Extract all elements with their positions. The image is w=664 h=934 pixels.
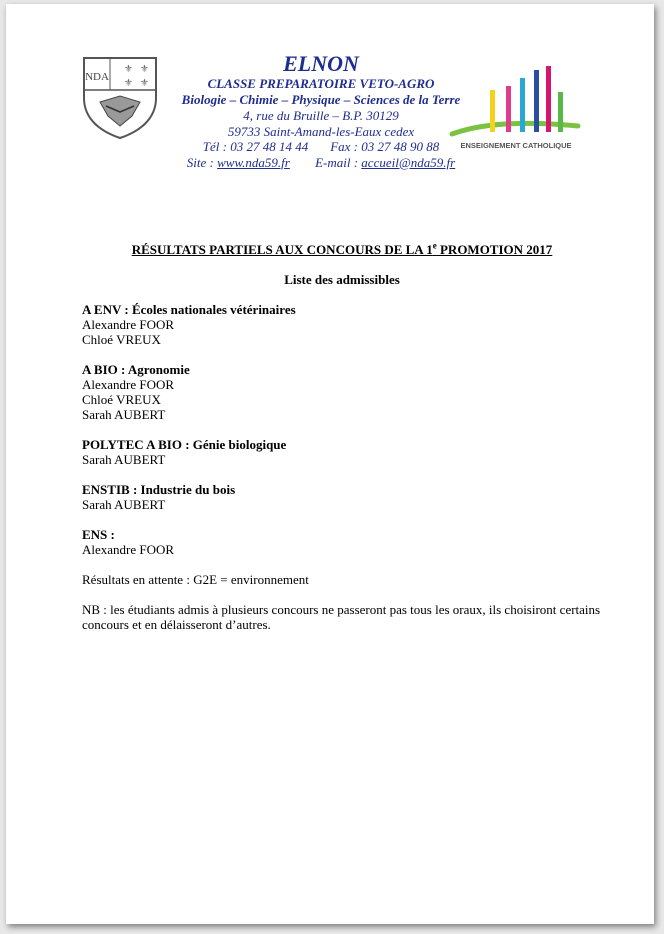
site-label: Site :: [186, 154, 214, 170]
svg-text:⚜: ⚜: [124, 64, 133, 75]
section-a-bio: [82, 362, 602, 422]
shield-monogram: NDA: [85, 71, 109, 83]
catholic-logo-text: ENSEIGNEMENT CATHOLIQUE: [460, 141, 572, 150]
section-heading: ENS :: [82, 527, 115, 542]
document-subtitle: Liste des admissibles: [284, 272, 400, 287]
phone-line: [156, 139, 486, 155]
section-a-env: [82, 302, 602, 347]
svg-text:⚜: ⚜: [124, 78, 133, 89]
section-enstib: [82, 482, 602, 512]
admitted-name: Sarah AUBERT: [82, 497, 166, 512]
document-page: [6, 4, 654, 924]
section-heading: A BIO : Agronomie: [82, 362, 190, 377]
school-title: ELNON: [283, 51, 359, 76]
admitted-name: Alexandre FOOR: [82, 317, 175, 332]
admitted-name: Alexandre FOOR: [82, 542, 175, 557]
section-heading: A ENV : Écoles nationales vétérinaires: [82, 302, 296, 317]
nb-note: NB : les étudiants admis à plusieurs concours ne passeront pas tous les oraux, ils choisiront certains concours et en délaisseront d’autres.: [82, 602, 601, 632]
admitted-name: Sarah AUBERT: [82, 452, 166, 467]
admitted-name: Alexandre FOOR: [82, 377, 175, 392]
admitted-name: Chloé VREUX: [82, 392, 161, 407]
document-body: [82, 242, 602, 647]
document-title: RÉSULTATS PARTIELS AUX CONCOURS DE LA 1e PROMOTION 2017: [131, 240, 553, 257]
fax-number: Fax : 03 27 48 90 88: [330, 139, 440, 154]
svg-text:⚜: ⚜: [140, 64, 149, 75]
email-label: E-mail :: [315, 154, 359, 170]
section-heading: POLYTEC A BIO : Génie biologique: [82, 437, 287, 452]
section-heading: ENSTIB : Industrie du bois: [82, 482, 236, 497]
school-disciplines: Biologie – Chimie – Physique – Sciences de la Terre: [181, 92, 461, 107]
web-line: [156, 155, 486, 171]
pending-results: Résultats en attente : G2E = environnement: [82, 572, 309, 587]
section-ens: [82, 527, 602, 557]
admitted-name: Sarah AUBERT: [82, 407, 166, 422]
address-line-1: 4, rue du Bruille – B.P. 30129: [243, 108, 399, 123]
enseignement-catholique-logo: [446, 62, 586, 156]
address-line-2: 59733 Saint-Amand-les-Eaux cedex: [227, 123, 415, 139]
email-link[interactable]: accueil@nda59.fr: [361, 154, 456, 170]
svg-text:⚜: ⚜: [140, 78, 149, 89]
admitted-name: Chloé VREUX: [82, 332, 161, 347]
section-polytec-a-bio: [82, 437, 602, 467]
school-subtitle: CLASSE PREPARATOIRE VETO-AGRO: [207, 76, 435, 91]
site-link[interactable]: www.nda59.fr: [217, 154, 290, 170]
school-header: [156, 52, 486, 170]
nda-shield-logo: [80, 54, 160, 140]
phone-number: Tél : 03 27 48 14 44: [202, 139, 309, 154]
